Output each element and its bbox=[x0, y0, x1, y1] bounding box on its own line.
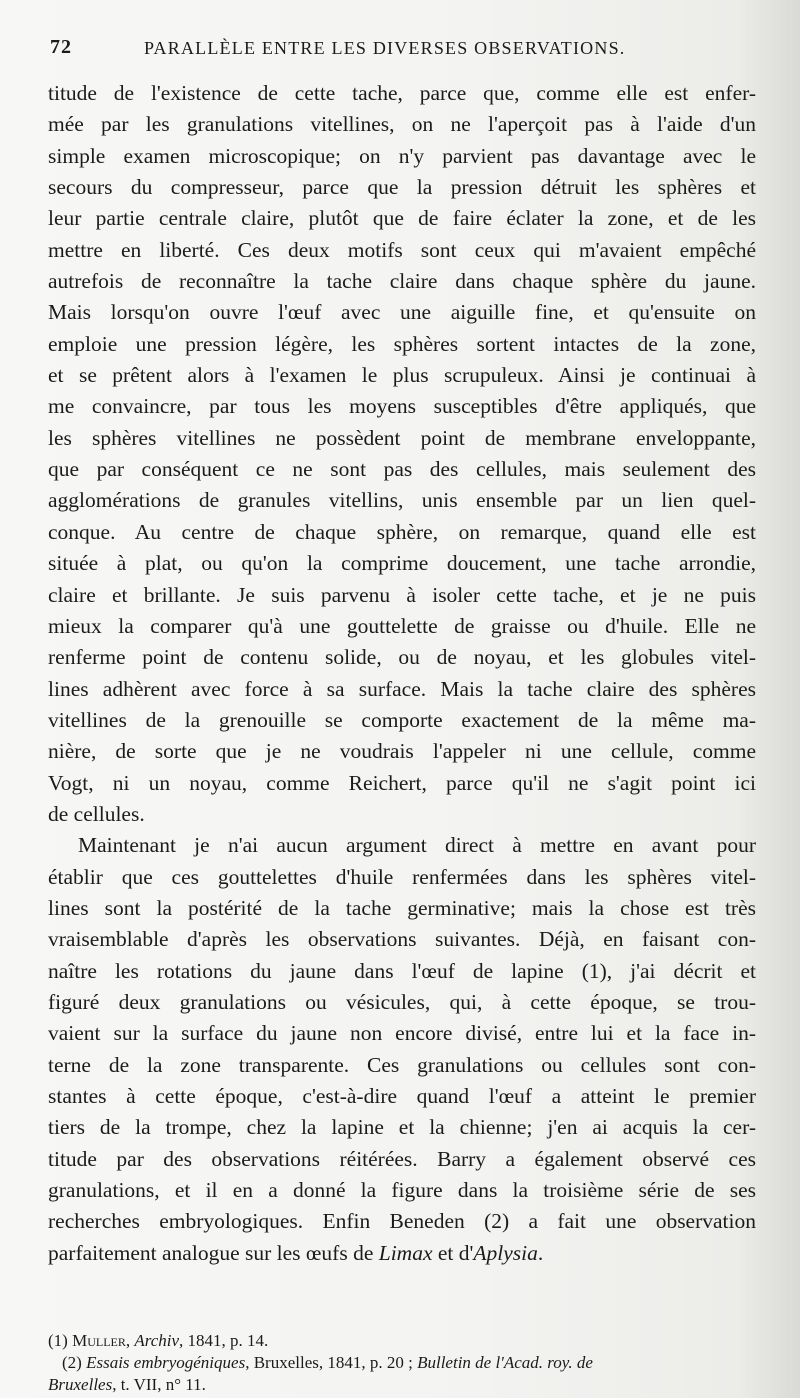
footnote-journal: Archiv bbox=[134, 1331, 180, 1350]
footnote-text: , 1841, p. 14. bbox=[179, 1331, 269, 1350]
text-line: titude de l'existence de cette tache, parce que, comme elle est enfer- bbox=[48, 81, 756, 105]
text-line: Vogt, ni un noyau, comme Reichert, parce qu'il ne s'agit point ici bbox=[48, 770, 756, 795]
text-line: mettre en liberté. Ces deux motifs sont ceux qui m'avaient empêché bbox=[48, 237, 756, 262]
text-line: recherches embryologiques. Enfin Beneden (2) a fait une observation bbox=[48, 1209, 756, 1234]
footnote-mark: (2) bbox=[62, 1353, 82, 1372]
genus-aplysia: Aplysia bbox=[473, 1240, 538, 1265]
text-line: autrefois de reconnaître la tache claire dans chaque sphère du jaune. bbox=[48, 269, 756, 294]
text-line: renferme point de contenu solide, ou de noyau, et les globules vitel- bbox=[48, 645, 756, 670]
running-title: PARALLÈLE ENTRE LES DIVERSES OBSERVATIONS. bbox=[144, 38, 626, 58]
footnote-title: Essais embryogéniques bbox=[86, 1353, 246, 1372]
text-line: conque. Au centre de chaque sphère, on remarque, quand elle est bbox=[48, 519, 756, 544]
text-line: que par conséquent ce ne sont pas des cellules, mais seulement des bbox=[48, 457, 756, 482]
text-line: vraisemblable d'après les observations suivantes. Déjà, en faisant con- bbox=[48, 927, 756, 952]
genus-limax: Limax bbox=[378, 1240, 433, 1265]
text-fragment: et d' bbox=[432, 1240, 474, 1265]
text-line: mieux la comparer qu'à une gouttelette de graisse ou d'huile. Elle ne bbox=[48, 613, 756, 638]
text-line-final bbox=[48, 1238, 756, 1269]
text-line: vaient sur la surface du jaune non encore divisé, entre lui et la face in- bbox=[48, 1021, 756, 1046]
footnote-2-continuation bbox=[48, 1374, 756, 1396]
text-line: lines sont la postérité de la tache germinative; mais la chose est très bbox=[48, 895, 756, 920]
text-line: nière, de sorte que je ne voudrais l'appeler ni une cellule, comme bbox=[48, 739, 756, 764]
text-line: établir que ces gouttelettes d'huile renfermées dans les sphères vitel- bbox=[48, 864, 756, 889]
footnote-mark: (1) bbox=[48, 1331, 68, 1350]
text-line: emploie une pression légère, les sphères sortent intactes de la zone, bbox=[48, 331, 756, 356]
text-line: vitellines de la grenouille se comporte exactement de la même ma- bbox=[48, 707, 756, 732]
text-line: lines adhèrent avec force à sa surface. Mais la tache claire des sphères bbox=[48, 676, 756, 701]
text-line: tiers de la trompe, chez la lapine et la chienne; j'en ai acquis la cer- bbox=[48, 1115, 756, 1140]
text-line: mée par les granulations vitellines, on ne l'aperçoit pas à l'aide d'un bbox=[48, 112, 756, 137]
body-text bbox=[48, 78, 756, 1269]
text-line: secours du compresseur, parce que la pression détruit les sphères et bbox=[48, 175, 756, 200]
footnote-text: , t. VII, n° 11. bbox=[112, 1375, 206, 1394]
footnote-2 bbox=[48, 1352, 756, 1374]
text-fragment: parfaitement analogue sur les œufs de bbox=[48, 1240, 379, 1265]
text-line: me convaincre, par tous les moyens susceptibles d'être appliqués, que bbox=[48, 394, 756, 419]
text-line: titude par des observations réitérées. Barry a également observé ces bbox=[48, 1146, 756, 1171]
text-line: figuré deux granulations ou vésicules, qui, à cette époque, se trou- bbox=[48, 989, 756, 1014]
text-line: de cellules. bbox=[48, 801, 145, 826]
text-line: leur partie centrale claire, plutôt que de faire éclater la zone, et de les bbox=[48, 206, 756, 231]
page-number: 72 bbox=[50, 36, 72, 58]
footnote-author: Muller bbox=[72, 1331, 126, 1350]
text-line: naître les rotations du jaune dans l'œuf de lapine (1), j'ai décrit et bbox=[48, 958, 756, 983]
text-line: et se prêtent alors à l'examen le plus scrupuleux. Ainsi je continuai à bbox=[48, 363, 756, 388]
text-line: située à plat, ou qu'on la comprime doucement, une tache arrondie, bbox=[48, 551, 756, 576]
text-line: les sphères vitellines ne possèdent point de membrane enveloppante, bbox=[48, 425, 756, 450]
text-line: claire et brillante. Je suis parvenu à isoler cette tache, et je ne puis bbox=[48, 582, 756, 607]
text-line: agglomérations de granules vitellins, unis ensemble par un lien quel- bbox=[48, 488, 756, 513]
footnotes bbox=[48, 1330, 756, 1396]
text-line: terne de la zone transparente. Ces granulations ou cellules sont con- bbox=[48, 1052, 756, 1077]
text-line: Mais lorsqu'on ouvre l'œuf avec une aiguille fine, et qu'ensuite on bbox=[48, 300, 756, 325]
footnote-city: Bruxelles bbox=[48, 1375, 113, 1394]
footnote-1: (1) Muller, Archiv, 1841, p. 14. bbox=[48, 1331, 269, 1350]
text-line: simple examen microscopique; on n'y parvient pas davantage avec le bbox=[48, 143, 756, 168]
text-line: granulations, et il en a donné la figure dans la troisième série de ses bbox=[48, 1178, 756, 1203]
footnote-text: , Bruxelles, 1841, p. 20 ; bbox=[245, 1353, 418, 1372]
text-line: stantes à cette époque, c'est-à-dire quand l'œuf a atteint le premier bbox=[48, 1084, 756, 1108]
page-header bbox=[50, 36, 750, 64]
footnote-bulletin: Bulletin de l'Acad. roy. de bbox=[417, 1353, 593, 1372]
text-fragment: . bbox=[537, 1240, 544, 1265]
paragraph-start-line: Maintenant je n'ai aucun argument direct à mettre en avant pour bbox=[78, 833, 756, 858]
